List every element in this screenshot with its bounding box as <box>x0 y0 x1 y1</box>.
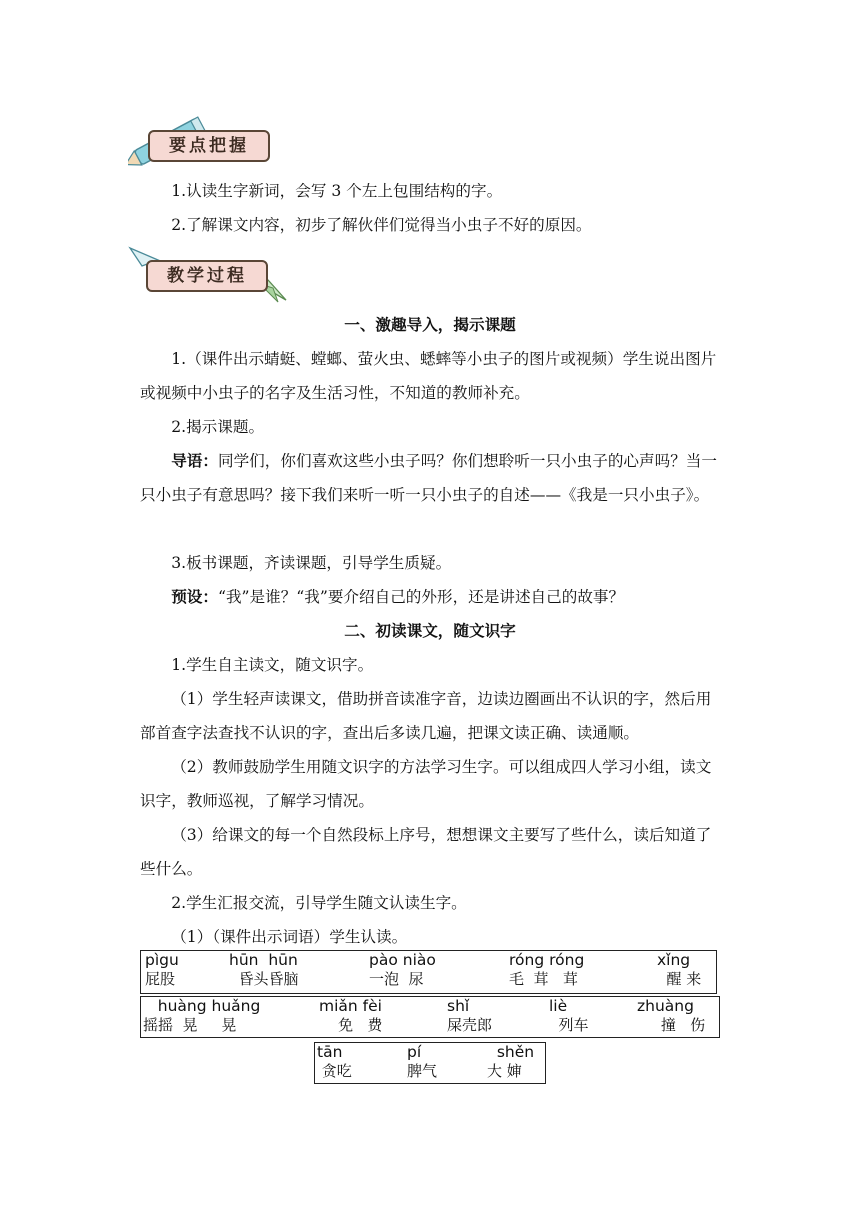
word-cell <box>229 951 299 988</box>
hanzi-text: 撞 伤 <box>637 1016 706 1034</box>
hanzi-text: 免 费 <box>319 1016 383 1034</box>
section-1-para-1: 1.（课件出示蜻蜓、螳螂、萤火虫、蟋蟀等小虫子的图片或视频）学生说出图片或视频中小虫子的名字及生活习性，不知道的教师补充。 <box>140 350 717 402</box>
section-2-para-6: （1）（课件出示词语）学生认读。 <box>171 928 408 946</box>
word-cell <box>319 997 382 1034</box>
guide-label: 导语： <box>171 452 218 470</box>
word-cell <box>407 1043 437 1080</box>
pinyin-text: liè <box>549 997 568 1015</box>
key-points-badge <box>128 112 278 166</box>
pinyin-text: tān <box>317 1043 343 1061</box>
hanzi-text: 大 婶 <box>487 1062 522 1080</box>
word-cell <box>143 997 260 1034</box>
word-cell <box>549 997 589 1034</box>
teaching-process-label: 教学过程 <box>146 260 268 292</box>
key-point-2: 2.了解课文内容，初步了解伙伴们觉得当小虫子不好的原因。 <box>171 216 592 234</box>
pinyin-text: xǐng <box>657 951 691 969</box>
word-cell <box>637 997 705 1034</box>
section-2-para-1: 1.学生自主读文，随文识字。 <box>171 656 374 674</box>
hanzi-text: 摇摇 晃 晃 <box>143 1016 237 1034</box>
section-1-para-3: 3.板书课题，齐读课题，引导学生质疑。 <box>171 554 452 572</box>
word-cell <box>369 951 436 988</box>
section-2-para-3: （2）教师鼓励学生用随文识字的方法学习生字。可以组成四人学习小组，读文识字，教师巡视，了解学习情况。 <box>140 758 712 810</box>
pinyin-text: shěn <box>487 1043 535 1061</box>
key-points-label: 要点把握 <box>148 130 270 162</box>
pinyin-text: pí <box>407 1043 422 1061</box>
hanzi-text: 脾气 <box>407 1062 438 1080</box>
word-cell <box>509 951 584 988</box>
section-2-para-2: （1）学生轻声读课文，借助拼音读准字音，边读边圈画出不认识的字，然后用部首查字法查找不认识的字，查出后多读几遍，把课文读正确、读通顺。 <box>140 690 712 742</box>
hanzi-text: 列车 <box>549 1016 589 1034</box>
section-1-preset <box>140 580 720 614</box>
hanzi-text: 一泡 尿 <box>369 970 424 988</box>
section-1-heading: 一、激趣导入，揭示课题 <box>344 316 516 334</box>
key-point-1: 1.认读生字新词，会写 3 个左上包围结构的字。 <box>171 182 503 200</box>
preset-label: 预设： <box>171 588 218 606</box>
pinyin-text: pào niào <box>369 951 436 969</box>
pinyin-box-3 <box>314 1042 546 1084</box>
word-cell <box>317 1043 352 1080</box>
hanzi-text: 毛 茸 茸 <box>509 970 578 988</box>
word-cell <box>145 951 179 988</box>
section-2-heading: 二、初读课文，随文识字 <box>344 622 516 640</box>
pinyin-text: róng róng <box>509 951 585 969</box>
hanzi-text: 屁股 <box>145 970 176 988</box>
hanzi-text: 屎壳郎 <box>447 1016 493 1034</box>
pinyin-text: hūn hūn <box>229 951 298 969</box>
word-cell <box>487 1043 534 1080</box>
word-cell <box>657 951 701 988</box>
section-2-para-4: （3）给课文的每一个自然段标上序号，想想课文主要写了些什么，读后知道了些什么。 <box>140 826 712 878</box>
pinyin-box-2 <box>140 996 720 1038</box>
section-1-para-2: 2.揭示课题。 <box>171 418 265 436</box>
pinyin-text: huàng huǎng <box>143 997 261 1015</box>
pinyin-text: pìgu <box>145 951 179 969</box>
pinyin-text: shǐ <box>447 997 470 1015</box>
word-cell <box>447 997 492 1034</box>
pinyin-text: zhuàng <box>637 997 694 1015</box>
guide-text: 同学们，你们喜欢这些小虫子吗？你们想聆听一只小虫子的心声吗？当一只小虫子有意思吗？接下我们来听一听一只小虫子的自述——《我是一只小虫子》。 <box>140 452 717 504</box>
preset-text: “我”是谁？“我”要介绍自己的外形，还是讲述自己的故事？ <box>217 588 625 606</box>
hanzi-text: 昏头昏脑 <box>229 970 299 988</box>
section-2-para-5: 2.学生汇报交流，引导学生随文认读生字。 <box>171 894 467 912</box>
hanzi-text: 贪吃 <box>317 1062 352 1080</box>
pinyin-text: miǎn fèi <box>319 997 382 1015</box>
teaching-process-badge <box>128 244 288 304</box>
hanzi-text: 醒 来 <box>657 970 702 988</box>
pinyin-box-1 <box>140 950 717 994</box>
section-1-guide <box>140 444 720 512</box>
